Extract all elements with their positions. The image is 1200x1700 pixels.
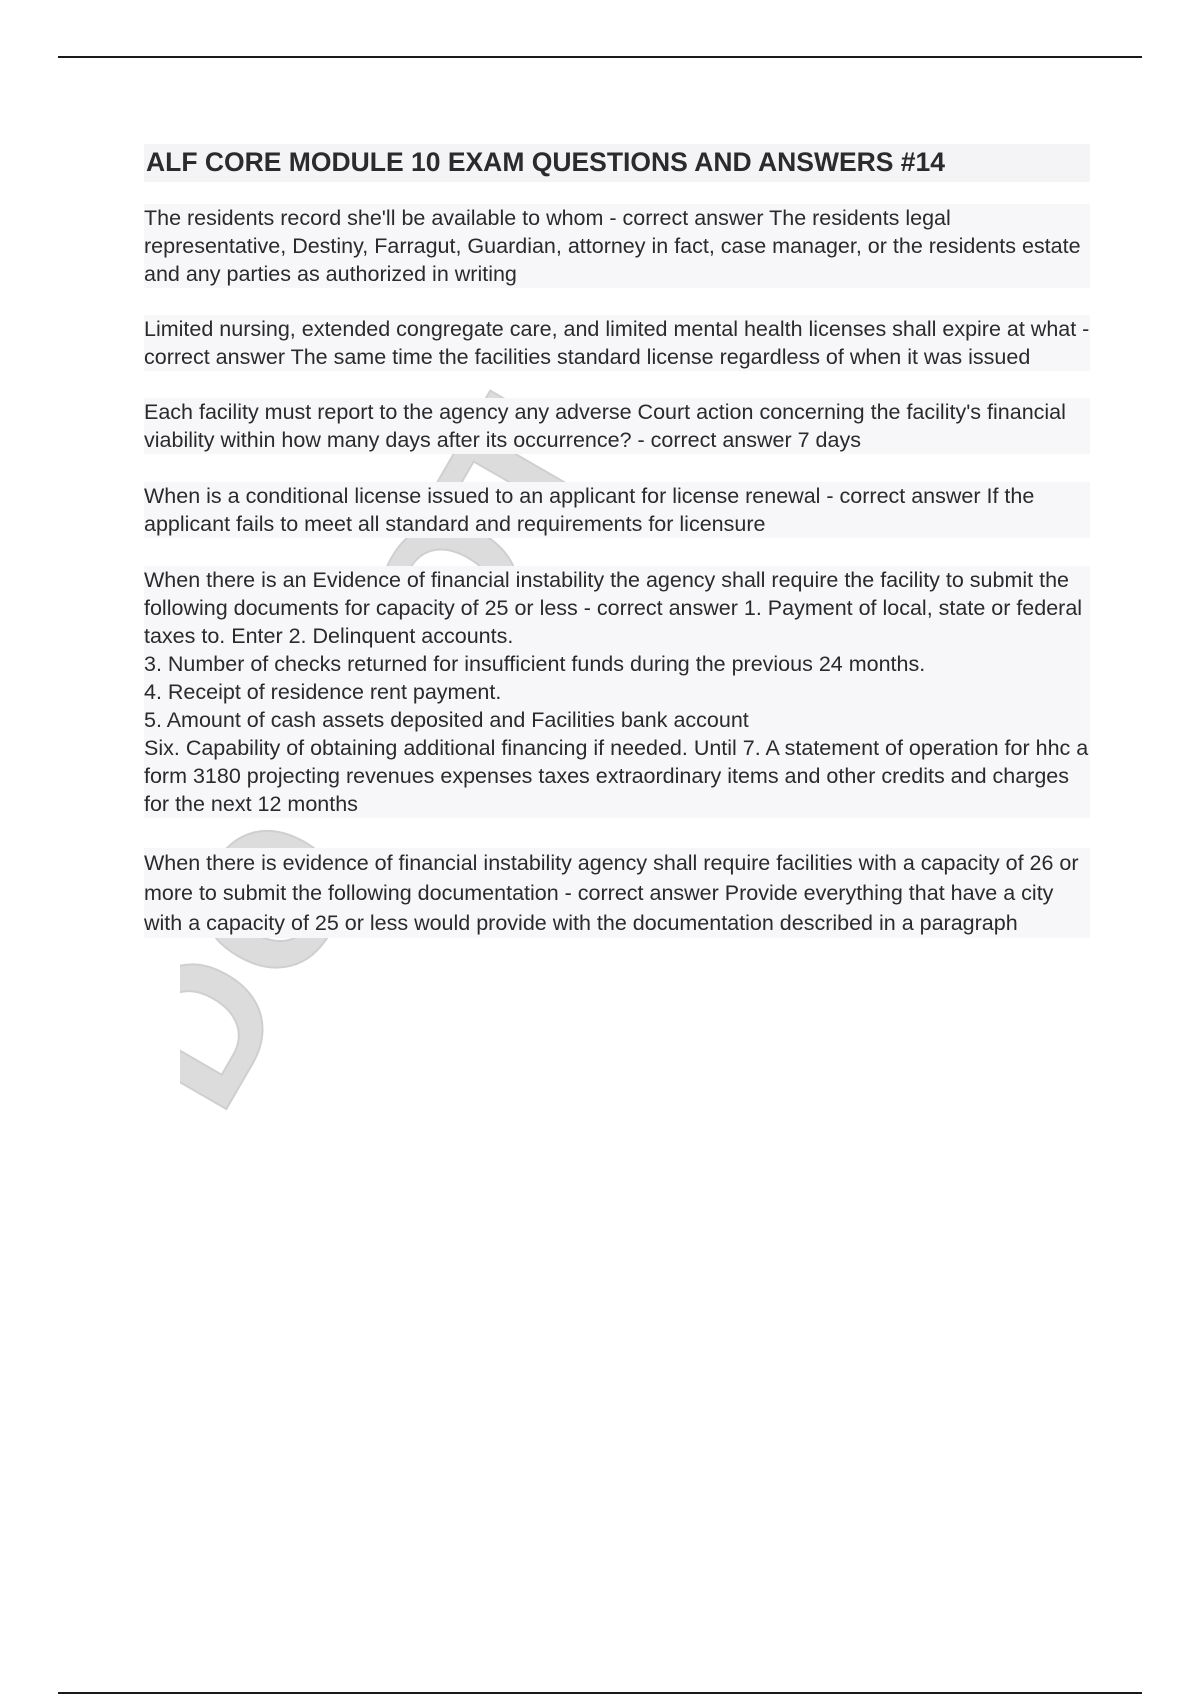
- document-title: ALF CORE MODULE 10 EXAM QUESTIONS AND ANSWERS #14: [144, 144, 1090, 182]
- qa-item-3: Each facility must report to the agency any adverse Court action concerning the facility's financial viability within how many days after its occurrence? - correct answer 7 days: [144, 398, 1090, 454]
- qa-item-2: Limited nursing, extended congregate care, and limited mental health licenses shall expire at what - correct answer The same time the facilities standard license regardless of when it was issued: [144, 317, 1090, 369]
- footer-rule: [58, 1692, 1142, 1694]
- qa-item-4: When is a conditional license issued to an applicant for license renewal - correct answer If the applicant fails to meet all standard and requirements for licensure: [144, 482, 1090, 538]
- header-rule: [58, 56, 1142, 58]
- qa-item-1: The residents record she'll be available to whom - correct answer The residents legal representative, Destiny, Farragut, Guardian, attorney in fact, case manager, or the residents estate and any parties as authorized in writing: [144, 204, 1090, 288]
- document-body: [144, 144, 1090, 938]
- qa-item-6: When there is evidence of financial instability agency shall require facilities with a capacity of 26 or more to submit the following documentation - correct answer Provide everything that have a city with a capacity of 25 or less would provide with the documentation described in a paragraph: [144, 848, 1090, 938]
- qa-item-5: When there is an Evidence of financial instability the agency shall require the facility to submit the following documents for capacity of 25 or less - correct answer 1. Payment of local, state or federal taxes to. Enter 2. Delinquent accounts. 3. Number of checks returned for insufficient funds during the previous 24 months. 4. Receipt of residence rent payment. 5. Amount of cash assets deposited and Facilities bank account Six. Capability of obtaining additional financing if needed. Until 7. A statement of operation for hhc a form 3180 projecting revenues expenses taxes extraordinary items and other credits and charges for the next 12 months: [144, 568, 1089, 816]
